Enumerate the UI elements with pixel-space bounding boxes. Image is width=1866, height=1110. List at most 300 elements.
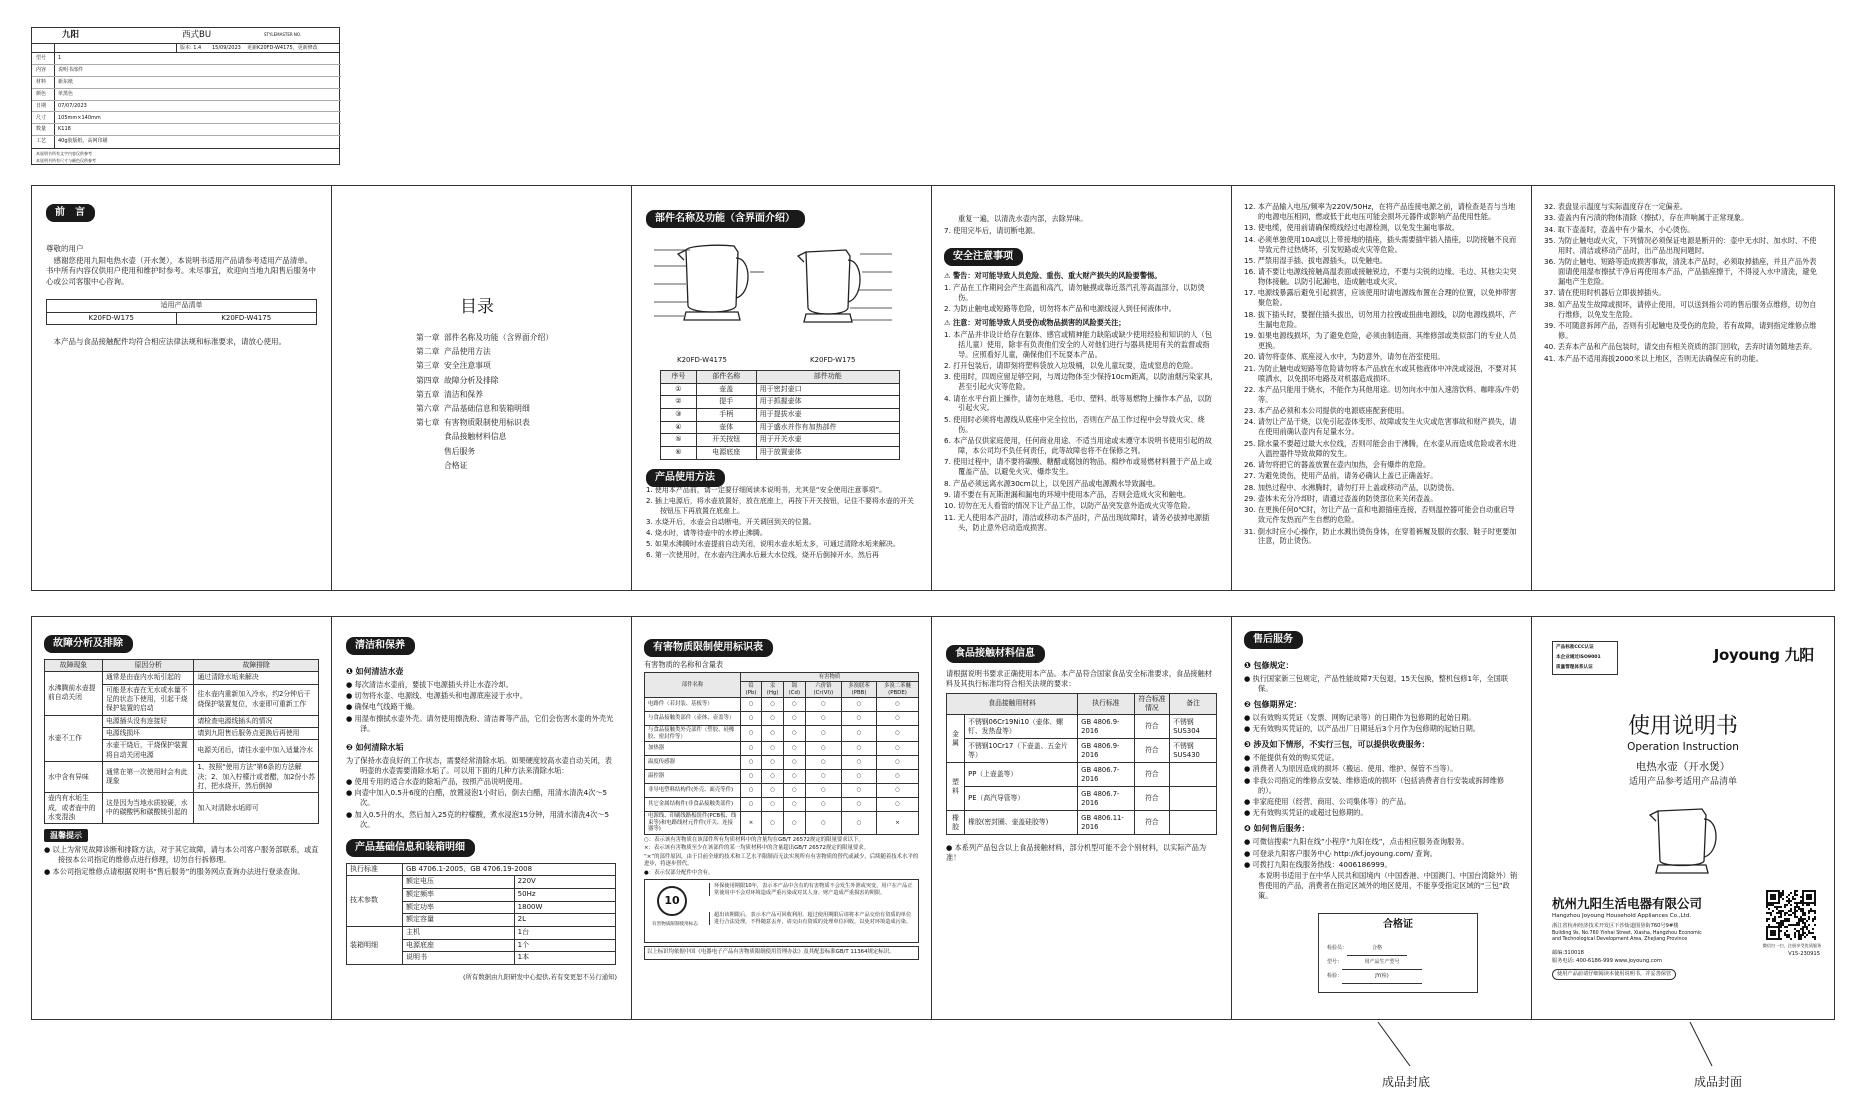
model-2: K20FD-W4175 — [176, 312, 317, 325]
info-key: 额定容量 — [403, 914, 515, 927]
food-th: 备注 — [1170, 693, 1217, 715]
safety-warning-text: 警告：对可能导致人员危险、重伤、重大财产损失的风险要警惕。 — [952, 270, 1162, 280]
fault-cause: 电源线损坏 — [103, 728, 194, 740]
clean-item: ● 每次清洁水壶前，要拔下电源插头并让水壶冷却。 — [346, 679, 513, 689]
info-val: 1台 — [514, 926, 615, 939]
safety-item: 29. 壶体未充分冷却时，请通过壶盖的防烫部位来关闭壶盖。 — [1244, 493, 1438, 503]
hazard-mark: ○ — [876, 698, 918, 712]
company-name-en: Hangzhou Joyoung Household Appliances Co.,Ltd. — [1552, 913, 1692, 919]
hazard-th-parts: 部件名称 — [645, 672, 741, 697]
hazard-foot: 以上标识均依据中国《电器电子产品有害物质限制使用管理办法》及其配套标准GB/T 11364规定标识。 — [644, 946, 919, 959]
cert-value-3: JY(检) — [1342, 970, 1422, 984]
parts-cell: 用于盛水并作有加热部件 — [756, 421, 899, 434]
safety-item: 26. 请勿将把它的器盖放置在壶内加热，会有爆炸的危险。 — [1244, 459, 1431, 469]
safety-item: 15. 严禁用湿手插、拔电源插头，以免触电。 — [1244, 255, 1388, 265]
fault-symptom: 水沸腾前水壶提前自动关闭 — [45, 672, 103, 716]
info-val: 50Hz — [514, 888, 615, 901]
safety-item: 16. 请不要让电源线接触高温表面或接触锐边，不要与尖锐的边缘、毛边、其他尖尖突物体接触。以防引起漏电，造成触电或火灾。 — [1244, 267, 1517, 287]
safety-item: 19. 如果电源线损坏，为了避免危险，必须由制造商、其维修部或类似部门的专业人员更换。 — [1244, 330, 1517, 350]
spec-row-value: K118 — [58, 126, 71, 133]
food-category: 塑料 — [947, 763, 965, 811]
hazard-mark: ○ — [784, 698, 806, 712]
fault-cause: 水壶干烧后，干烧保护装置将自动关闭电源 — [103, 740, 194, 762]
spec-no-label: STYLEMASTER NO. — [264, 32, 302, 37]
spec-brand: 九阳 — [62, 30, 80, 40]
keep-manual-badge: 使用产品前请仔细阅读本使用说明书，并妥善保管 — [1552, 969, 1676, 980]
hazard-mark: ○ — [805, 712, 841, 726]
clean-item: ● 确保电气线路干燥。 — [346, 702, 420, 712]
company-tel: 服务电话: 400-6186-999 www.joyoung.com — [1552, 958, 1662, 964]
service-s3: ❸ 涉及如下情形，不实行三包，可以提供收费服务： — [1244, 740, 1430, 749]
parts-cell: ② — [661, 396, 697, 409]
toc-label: 产品使用方法 — [444, 347, 491, 357]
fault-fix: 1、按照“使用方法”第6条的方法解决；2、加入柠檬汁或者醋，加2份小苏打，把水烧开，然后倒掉 — [194, 762, 319, 793]
badge-3: 质量管理体系认证 — [1556, 665, 1593, 670]
hazard-part: 非导电塑料结构件(外壳、面壳等件) — [645, 784, 741, 798]
hazard-mark: ○ — [842, 698, 877, 712]
fault-fix: 加入对清除水垢即可 — [194, 793, 319, 824]
hazard-th-group: 有害物质 — [741, 672, 919, 681]
parts-caption-2: K20FD-W175 — [810, 356, 856, 364]
service-s1: ❶ 包修规定： — [1244, 660, 1294, 670]
parts-cell: 壶体 — [696, 421, 756, 434]
warning-icon: ⚠ — [944, 270, 953, 280]
hazard-title: 有害物质限制使用标识表 — [644, 639, 773, 657]
company-address-en: Building 9s, No.760 Yinhai Street, Xiasha, Hangzhou Economic and Technological Development Area, Zhejiang Province — [1552, 931, 1702, 942]
safety-item: 20. 请勿将壶体、底座浸入水中，为防意外，请勿在浴室使用。 — [1244, 352, 1445, 362]
hazard-mark: ○ — [784, 712, 806, 726]
hazard-mark: ○ — [741, 698, 762, 712]
safety-item: 28. 加热过程中、水沸腾时，请勿打开上盖或移动产品，以防烫伤。 — [1244, 482, 1459, 492]
hazard-logo-number: 10 — [664, 894, 680, 908]
fault-cause: 通常是由壶内水垢引起的 — [103, 672, 194, 684]
food-cell: GB 4806.9-2016 — [1078, 739, 1134, 763]
hazard-mark: ○ — [762, 712, 784, 726]
spec-row-key: 工艺 — [36, 138, 47, 145]
toc-label: 有害物质限制使用标识表 — [444, 418, 530, 428]
fault-symptom: 水中含有异味 — [45, 762, 103, 793]
hazard-mark: ○ — [784, 726, 806, 742]
hazard-part: 与食品接触类外壳部件（塑胶、硅橡胶、密封件等） — [645, 726, 741, 742]
clean-s1: ❶ 如何清洁水壶 — [346, 666, 404, 676]
parts-cell: ⑤ — [661, 434, 697, 447]
hazard-mark: ○ — [876, 756, 918, 770]
food-th: 符合标准情况 — [1134, 693, 1170, 715]
fault-symptom: 壶内有水垢生成，或者壶中的水变混浊 — [45, 793, 103, 824]
service-item: ● 非家庭使用（经营、商用、公司集体等）的产品。 — [1244, 796, 1411, 806]
spec-row-key: 颜色 — [36, 90, 47, 97]
parts-cell: 用于抓握壶体 — [756, 396, 899, 409]
spec-row-key: 型号 — [36, 55, 47, 61]
spec-row-key: 数量 — [36, 126, 47, 133]
safety-item: 13. 使电缆，使用前请确保缆线经过电源检测，以免发生漏电事故。 — [1244, 223, 1459, 233]
hazard-mark: ○ — [876, 798, 918, 812]
spec-date: 15/09/2023 — [212, 45, 241, 51]
hazard-mark: ○ — [741, 726, 762, 742]
use-title: 产品使用方法 — [646, 469, 725, 487]
scale-item: ● 使用专用的适合水壶的除垢产品，按照产品说明使用。 — [346, 776, 528, 786]
info-val: 2L — [514, 914, 615, 927]
safety-item: 23. 本产品必须和本公司提供的电源底座配套使用。 — [1244, 406, 1409, 416]
hazard-mark: × — [741, 812, 762, 834]
spec-row-key: 材料 — [36, 78, 47, 85]
food-cell: 橡胶(密封圈、壶盖硅胶等) — [965, 811, 1078, 835]
service-item: ● 可微信搜索“九阳在线”小程序“九阳在线”，点击相应服务查询服务。 — [1244, 837, 1469, 847]
service-s2: ❷ 包修期界定： — [1244, 699, 1302, 709]
hazard-mark: ○ — [842, 726, 877, 742]
parts-th: 序号 — [661, 371, 697, 384]
toc-chapter: 第五章 — [416, 389, 440, 399]
clean-item: ● 用湿布擦拭水壶外壳。请勿使用擦洗粉、清洁膏等产品，它们会伤害水壶的外壳光泽。 — [346, 713, 614, 733]
hazard-mark: ○ — [842, 756, 877, 770]
toc-label: 售后服务 — [444, 446, 476, 456]
hazard-mark: ○ — [784, 742, 806, 756]
badge-2: 本企业通过ISO9001 — [1556, 655, 1601, 660]
food-cell: PE（高汽导管等） — [965, 787, 1078, 811]
toc-chapter: 第七章 — [416, 418, 440, 428]
hazard-mark: ○ — [762, 784, 784, 798]
hazard-mark: ○ — [876, 742, 918, 756]
hazard-mark: ○ — [876, 712, 918, 726]
hazard-note: ○：表示该有害物质在该部件所有均质材料中的含量均在GB/T 26572规定的限量要求以下。 — [644, 836, 864, 843]
spec-rev: 版本: 1.4 — [180, 45, 202, 51]
hazard-note: ●：表示仅部分配件中含有。 — [644, 869, 714, 876]
food-note: ● 本系列产品包含以上食品接触材料，部分机型可能不会个别材料，以实际产品为准！ — [946, 843, 1207, 863]
hazard-mark: ○ — [741, 770, 762, 784]
fault-fix: 电源关闭后，请往水壶中加入适量冷水 — [194, 740, 319, 762]
info-tech-label: 技术参数 — [347, 876, 403, 927]
use-item: 6. 第一次使用时，在水壶内注满水后最大水位线，烧开后倒掉开水，然后再 — [646, 550, 879, 559]
fault-fix: 往水壶内重新加入冷水，约2分钟后干烧保护装置复位，水壶即可重新工作 — [194, 684, 319, 715]
spec-row-value: 40g胶版纸，高网印刷 — [58, 138, 108, 145]
model-1: K20FD-W175 — [47, 312, 177, 325]
caution-item: 1. 本产品并非设计给存在躯体、感官或精神能力缺陷或缺少使用经验和知识的人（包括儿童）使用，除非有负责他们安全的人对他们进行与器具使用有关的监督或指导。应照看好儿童，确保他们不玩耍本产品。 — [944, 329, 1212, 359]
label-front-cover: 成品封面 — [1694, 1075, 1743, 1089]
spec-row-value: 105mm×140mm — [58, 114, 101, 121]
toc-chapter: 第二章 — [416, 347, 440, 357]
spec-row-value: 新东纸 — [58, 78, 74, 85]
toc-chapter: 第一章 — [416, 333, 440, 342]
hazard-mark: ○ — [762, 726, 784, 742]
safety-item: 18. 拔下插头时，要握住插头拔出，切勿用力拉拽或扭曲电源线，以防电源线损坏，产生漏电危险。 — [1244, 309, 1517, 329]
spec-note-2: 本说明书所有尺寸与颜色仅供参考 — [36, 158, 96, 163]
hazard-th-sub: 多溴联苯(PBB) — [842, 682, 877, 698]
safety-item: 41. 本产品不适用海拔2000米以上地区，否则无法确保应有的功能。 — [1544, 353, 1763, 363]
hazard-mark: ○ — [842, 712, 877, 726]
hazard-mark: ○ — [784, 784, 806, 798]
parts-cell: 手柄 — [696, 408, 756, 421]
parts-th: 部件名称 — [696, 371, 756, 384]
hazard-part: 与食品接触类部件（壶体、壶盖等） — [645, 712, 741, 726]
safety-item: 12. 本产品输入电压/频率为220V/50Hz，在将产品连接电源之前，请检查是否与当地的电源电压相同，燃或低于此电压可能会损坏元器件或影响产品使用性能。 — [1244, 202, 1516, 221]
info-std-value: GB 4706.1-2005、GB 4706.19-2008 — [403, 863, 616, 876]
hazard-part: 电源线、印刷线路板组件(PCB板、线束等)和电路线材元件件(开关、连接器等) — [645, 812, 741, 834]
hazard-mark: ○ — [784, 756, 806, 770]
hazard-th-sub: 汞(Hg) — [762, 682, 784, 698]
service-item: ● 无有效购买凭证的，以产品出厂日期延后3个月作为包修期的起始日期。 — [1244, 724, 1480, 734]
service-item: ● 执行国家新三包规定，产品性能故障7天包退，15天包换，整机包修1年，全国联保。 — [1244, 673, 1509, 693]
hazard-mark: ○ — [842, 784, 877, 798]
caution-item: 7. 使用过程中，请不要将碳酸、糖醋或腐蚀的物品、棉纱布或易燃材料置于产品上或覆盖产品，以避免火灾、爆炸发生。 — [944, 457, 1212, 477]
hazard-mark: ○ — [741, 756, 762, 770]
fault-cause: 通常在第一次使用时会有此现象 — [103, 762, 194, 793]
cover-title-en: Operation Instruction — [1627, 741, 1739, 753]
info-val: 1本 — [514, 952, 615, 965]
info-key: 电源底座 — [403, 939, 515, 952]
safety-caution-text: 注意：对可能导致人员受伤或物品损害的风险要关注； — [952, 317, 1126, 327]
info-key: 说明书 — [403, 952, 515, 965]
clean-item: ● 切勿将水壶、电源线、电源插头和电源底座浸于水中。 — [346, 691, 528, 701]
hazard-mark: ○ — [805, 756, 841, 770]
warning-item: 2. 为防止触电或短路等危险，切勿将本产品和电源线浸入到任何液体中。 — [944, 303, 1176, 313]
info-key: 额定功率 — [403, 901, 515, 914]
parts-caption-1: K20FD-W4175 — [677, 356, 727, 364]
preface-greeting: 尊敬的用户 — [46, 243, 84, 253]
caution-item: 4. 请在水平台面上操作，请勿在地毯、毛巾、塑料、纸等易燃物上操作本产品，以防引起火灾。 — [944, 393, 1212, 413]
info-footer: (所有数据由九阳研发中心提供,若有变更恕不另行通知) — [462, 972, 617, 981]
food-cell: 符合 — [1134, 811, 1170, 835]
parts-cell: ⑥ — [661, 446, 697, 459]
fault-th: 原因分析 — [103, 659, 194, 671]
service-item: ● 无有效购买凭证的或超过包修期的。 — [1244, 808, 1368, 818]
caution-item: 5. 使用时必须将电源线从底座中完全拉出，否则在产品工作过程中会导致火灾、烧伤。 — [944, 414, 1205, 434]
food-cell: 符合 — [1134, 763, 1170, 787]
parts-cell: ① — [661, 383, 697, 396]
hazard-part: 温控器 — [645, 770, 741, 784]
hazard-mark: ○ — [842, 742, 877, 756]
hazard-th-sub: 铅(Pb) — [741, 682, 762, 698]
safety-item: 36. 为防止触电、短路等造成损害事故，清洗本产品时，必须取掉插座，并且产品外表面请使用湿布擦拭干净后再使用本产品，产品插座擦干，不得浸入水中清洗，避免漏电产生危险。 — [1544, 257, 1817, 287]
preface-title: 前 言 — [46, 204, 95, 222]
food-cell: 不锈钢SUS304 — [1170, 715, 1217, 739]
hazard-mark: ○ — [842, 770, 877, 784]
info-val: 220V — [514, 876, 615, 889]
hazard-part: 其它金属结构件(非食品接触类部件) — [645, 798, 741, 812]
hazard-part: 温度传感器 — [645, 756, 741, 770]
caution-item: 9. 请不要在有瓦斯泄漏和漏电的环境中使用本产品，否则会造成火灾和触电。 — [944, 489, 1191, 499]
company-address: 浙江省杭州经济技术开发区下沙街道围垦街760号9#楼 — [1552, 923, 1679, 929]
fault-fix: 通过清除水垢来解决 — [194, 672, 319, 684]
hazard-mark: ○ — [876, 770, 918, 784]
cert-value-2: 用产品生产型号 — [1342, 956, 1422, 970]
scale-item: 为了保持水壶良好的工作状态，需要经常清除水垢。如果硬度较高水壶自动关闭，表明壶的水壶需要清除水垢了。可以用下面的几种方法来清除水垢： — [346, 755, 612, 775]
hazard-mark: ○ — [762, 742, 784, 756]
safety-item: 32. 表盘显示温度与实际温度存在一定偏差。 — [1544, 202, 1688, 211]
safety-title: 安全注意事项 — [944, 248, 1023, 266]
scale-item: ● 向壶中加入0.5升6度的白醋，放置浸泡1小时后，倒去白醋，用清水清洗4次～5次。 — [346, 788, 608, 808]
food-cell: GB 4806.11-2016 — [1078, 811, 1134, 835]
spec-row-key: 内容 — [36, 66, 47, 73]
safety-item: 31. 倒水时应小心操作，防止水溅出烫伤身体，在穿着裤履及服的衣服、鞋子时更要加注意，防止烫伤。 — [1244, 526, 1517, 546]
cover-product: 电热水壶（开水煲） — [1635, 761, 1731, 773]
fault-fix: 请检查电源线插头的情况 — [194, 715, 319, 727]
spec-row-value: 单黑色 — [58, 90, 74, 97]
hazard-logo-label: 有害物质限制使用标志 — [652, 922, 698, 928]
use-item: 4. 烧水时，请等待壶中的水停止沸腾。 — [646, 528, 767, 537]
hazard-mark: ○ — [842, 798, 877, 812]
info-val: 1800W — [514, 901, 615, 914]
spec-type: 西式BU — [182, 30, 212, 40]
fault-title: 故障分析及排除 — [44, 635, 133, 653]
hazard-mark: ○ — [805, 798, 841, 812]
hazard-mark: × — [876, 812, 918, 834]
safety-item: 34. 取下壶盖时，壶盖中有少量水，小心烫伤。 — [1544, 224, 1695, 234]
food-th: 食品接触用材料 — [947, 693, 1078, 715]
hazard-part: 电路件（若封装、基板等） — [645, 698, 741, 712]
info-key: 额定电压 — [403, 876, 515, 889]
safety-item: 17. 电源线暴露后避免引起损害，应该使用时请电源线布置在合理的位置，以免伸带害聚危险。 — [1244, 288, 1517, 308]
clean-s2: ❷ 如何清除水垢 — [346, 742, 404, 752]
food-cell: GB 4806.7-2016 — [1078, 763, 1134, 787]
scale-item: ● 加入0.5升的水，然后加入25克的柠檬酸，煮水浸泡15分钟，用清水清洗4次～5次。 — [346, 809, 610, 829]
parts-th: 部件功能 — [756, 371, 899, 384]
toc-chapter: 第六章 — [416, 404, 440, 414]
safety-item: 39. 不可随意拆卸产品，否则有引起触电及受伤的危险，若有故障，请到指定维修点维修。 — [1544, 321, 1817, 340]
parts-cell: 电源底座 — [696, 446, 756, 459]
hazard-mark: ○ — [741, 712, 762, 726]
hazard-mark: ○ — [741, 784, 762, 798]
use-item: 5. 如果水沸腾时水壶提前自动关闭，说明水壶水垢太多，可通过清除水垢来解决。 — [646, 539, 900, 548]
fault-cause: 电源插头没有连接好 — [103, 715, 194, 727]
caution-icon: ⚠ — [944, 317, 953, 327]
hazard-mark: ○ — [805, 812, 841, 834]
version-code: V15-230915 — [1788, 951, 1820, 957]
safety-item: 14. 必须单独使用10A或以上带接地的插座，插头需要插牢插入插座，以防接触不良而导致元件过热烧坏，引发短路或火灾等危险。 — [1244, 234, 1517, 254]
caution-item: 3. 使用时，四周应留足够空间，与周边物体至少保持10cm距离，以防油烟污染家具，甚至引起火灾等危险。 — [944, 372, 1218, 392]
hazard-mark: ○ — [784, 812, 806, 834]
parts-cell: 用于密封壶口 — [756, 383, 899, 396]
service-item: ● 可登录九阳客户服务中心 http://kf.joyoung.com/ 查询。 — [1244, 848, 1437, 858]
fault-th: 故障现象 — [45, 659, 103, 671]
toc-label: 清洁和保养 — [444, 389, 483, 399]
safety-item: 22. 本产品只能用于烧水，不能作为其他用途。切勿向水中加入速溶饮料、咖啡冻/牛奶等。 — [1244, 384, 1519, 404]
parts-cell: 壶盖 — [696, 383, 756, 396]
food-cell: GB 4806.7-2016 — [1078, 787, 1134, 811]
cover-subtitle: 适用产品参考适用产品清单 — [1628, 777, 1737, 787]
safety-item: 37. 请在使用时机器后立即拔掉插头。 — [1544, 288, 1666, 298]
safety-item: 21. 为防止触电或短路等危险请勿将本产品放在水或其他液体中冲洗或浸泡，不要对其喷洒水，以免损坏电路及对机器造成损坏。 — [1244, 363, 1517, 383]
hazard-mark: ○ — [762, 770, 784, 784]
food-cell: PP（上壶盖等） — [965, 763, 1078, 787]
toc-chapter: 第三章 — [416, 361, 440, 371]
spec-row-value: 07/07/2023 — [58, 102, 87, 109]
warning-item: 1. 产品在工作期间会产生高温和高汽，请勿触摸或靠近蒸汽孔等高温部分，以防烫伤。 — [944, 282, 1205, 302]
hazard-mark: ○ — [805, 784, 841, 798]
service-item: ● 不能提供有效的购买凭证。 — [1244, 753, 1339, 763]
cert-label-2: 型号： — [1327, 959, 1343, 965]
toc-label: 部件名称及功能（含界面介绍） — [444, 333, 554, 342]
use-item: 2. 插上电源后，将水壶放置好，放在底座上，再按下开关按钮，记住不要将水壶的开关按钮压下再放置在底座上。 — [646, 497, 914, 515]
fault-cause: 可能是水壶在无水或水量不足的状态下使用，引起干烧保护装置的启动 — [103, 684, 194, 715]
food-cell: GB 4806.9-2016 — [1078, 715, 1134, 739]
service-item: 本说明书适用于在中华人民共和国境内（中国香港、中国澳门、中国台湾除外）销售使用的产品，消费者在指定区域外的地区使用，不能享受指定区域的“三包”政策。 — [1244, 871, 1518, 901]
parts-cell: 提手 — [696, 396, 756, 409]
toc-label: 故障分析及排除 — [444, 375, 499, 385]
toc-chapter: 第四章 — [416, 375, 440, 385]
use-item: 3. 水烧开后，水壶会自动断电，开关调回到关的位置。 — [646, 517, 816, 526]
cert-label-3: 检验： — [1327, 973, 1343, 979]
service-item: ● 可拨打九阳在线服务热线：4006186999。 — [1244, 859, 1392, 869]
hazard-note: ×：表示该有害物质至少在该部件的某一均质材料中的含量超出GB/T 26572规定的限量要求。 — [644, 845, 870, 852]
company-zip: 邮编:310018 — [1552, 950, 1584, 956]
parts-cell: ④ — [661, 421, 697, 434]
spec-change: 更新K20FD-W4175，更新修改 — [247, 45, 318, 51]
hazard-mark: ○ — [876, 784, 918, 798]
info-pack-label: 装箱明细 — [347, 926, 403, 964]
toc-title: 目录 — [460, 297, 494, 317]
hazard-mark: ○ — [805, 726, 841, 742]
safety-item: 27. 为避免烫伤，使用产品前，请务必确认上盖已正确盖好。 — [1244, 471, 1438, 481]
food-title: 食品接触材料信息 — [946, 645, 1045, 663]
safety-continue: 重复一遍，以清洗水壶内部，去除异味。 — [958, 214, 1088, 223]
safety-item: 24. 请勿让产品干烧，以免引起壶体变形、故障或发生火灾或危害事故和财产损失，请在使用前确认壶内有足量水分。 — [1244, 417, 1517, 437]
spec-row-value: 1 — [58, 55, 62, 61]
tip-item: ● 本公司指定维修点请根据说明书“售后服务”的服务网点查询办法进行登录查询。 — [44, 866, 305, 876]
fault-symptom: 水壶不工作 — [45, 715, 103, 762]
caution-item: 11. 无人使用本产品时，清洁或移动本产品时，产品出现故障时，请务必拔掉电源插头，防止意外启动造成损害。 — [944, 512, 1210, 532]
qr-label: 微信扫一扫，注册享受优质服务 — [1762, 943, 1822, 948]
hazard-mark: ○ — [805, 770, 841, 784]
hazard-mark: ○ — [784, 770, 806, 784]
badge-1: 产品标准CCC认证 — [1556, 645, 1594, 650]
food-cell: 不锈钢06Cr19Ni10（壶体、螺钉、发热盘等） — [965, 715, 1078, 739]
safety-item: 40. 丢弃本产品和产品包装时，请交由有相关资质的部门回收，丢弃时请勿随地丢弃。 — [1544, 342, 1817, 352]
hazard-part: 加热器 — [645, 742, 741, 756]
tips-title: 温馨提示 — [44, 829, 88, 842]
preface-body: 感谢您使用九阳电热水壶（开水煲），本说明书适用产品请参考适用产品清单。书中所有内容仅供用户使用和维护时参考。未尽事宜，欢迎向当地九阳售后服务中心或公司客服中心咨询。 — [46, 256, 316, 286]
food-category: 金属 — [947, 715, 965, 763]
parts-cell: 用于提拔水壶 — [756, 408, 899, 421]
hazard-mark: ○ — [805, 698, 841, 712]
use-item: 1. 使用本产品前，请一定要仔细阅读本说明书，尤其是“安全使用注意事项”。 — [646, 486, 887, 494]
hazard-th-sub: 多溴二苯醚(PBDE) — [876, 682, 918, 698]
model-table-head: 适用产品清单 — [47, 300, 317, 313]
hazard-mark: ○ — [762, 798, 784, 812]
spec-row-key: 日期 — [36, 102, 47, 109]
caution-item: 6. 本产品仅供家庭使用，任何商业用途、不适当用途或未遵守本说明书使用引起的故障，本公司均不负任何责任，此等故障也将不在保修之列。 — [944, 436, 1212, 456]
toc-label: 合格证 — [444, 460, 468, 470]
hazard-th-sub: 六价铬(Cr(VI)) — [805, 682, 841, 698]
spec-note-1: 本说明书所有文字内容仅供参考 — [36, 151, 92, 156]
toc-label: 食品接触材料信息 — [444, 432, 507, 442]
hazard-caption: 有害物质的名称和含量表 — [644, 659, 724, 669]
fault-fix: 请到九阳售后服务点更换后再使用 — [194, 728, 319, 740]
toc-label: 产品基础信息和装箱明细 — [444, 404, 530, 414]
parts-cell: 用于放置壶体 — [756, 446, 899, 459]
hazard-mark: ○ — [762, 756, 784, 770]
hazard-logo-text-2: 超出该期限后，表示本产品可回收利用，超过使用期限后请将本产品交给有资质的单位进行合法处理，不得随意丢弃，请交由有资质的处理单位回收，以免对环境造成污染。 — [709, 912, 914, 925]
label-back-cover: 成品封底 — [1382, 1075, 1431, 1089]
tip-item: ● 以上为常见故障诊断和排除方法，对于其它故障，请与本公司客户服务部联系，或直接按本公司指定的维修点进行修理，切勿自行拆修理。 — [44, 845, 319, 865]
cert-value-1: 合格 — [1347, 942, 1407, 956]
food-cell: 符合 — [1134, 715, 1170, 739]
safety-item: 38. 如产品发生故障或损坏，请停止使用，可以送到指公司的售后服务点维修，切勿自行维修，以免发生危险。 — [1544, 299, 1817, 319]
food-category: 橡胶 — [947, 811, 965, 835]
certificate-title: 合格证 — [1383, 919, 1413, 930]
hazard-mark: ○ — [741, 742, 762, 756]
caution-item: 2. 打开包装后，请即刻将塑料袋放入垃圾桶，以免儿童玩耍，造成窒息的危险。 — [944, 360, 1198, 370]
parts-cell: 用于开关水壶 — [756, 434, 899, 447]
hazard-note: “×”的部件原因，由于目前全球的技术和工艺水平限制而无法实现所有有害物质的替代或减少，后续随着技术水平的进步，将逐步替代。 — [644, 854, 919, 867]
hazard-mark: ○ — [762, 812, 784, 834]
service-title: 售后服务 — [1244, 631, 1303, 649]
clean-title: 清洁和保养 — [346, 637, 415, 655]
hazard-mark: ○ — [762, 698, 784, 712]
info-key: 主机 — [403, 926, 515, 939]
safety-item: 33. 壶盖内有污渍的物体清除（擦拭），存在声响属于正常现象。 — [1544, 213, 1749, 223]
fault-cause: 这是因为当地水质较硬，水中的碳酸钙和碳酸镁引起的 — [103, 793, 194, 824]
hazard-th-sub: 镉(Cd) — [784, 682, 806, 698]
